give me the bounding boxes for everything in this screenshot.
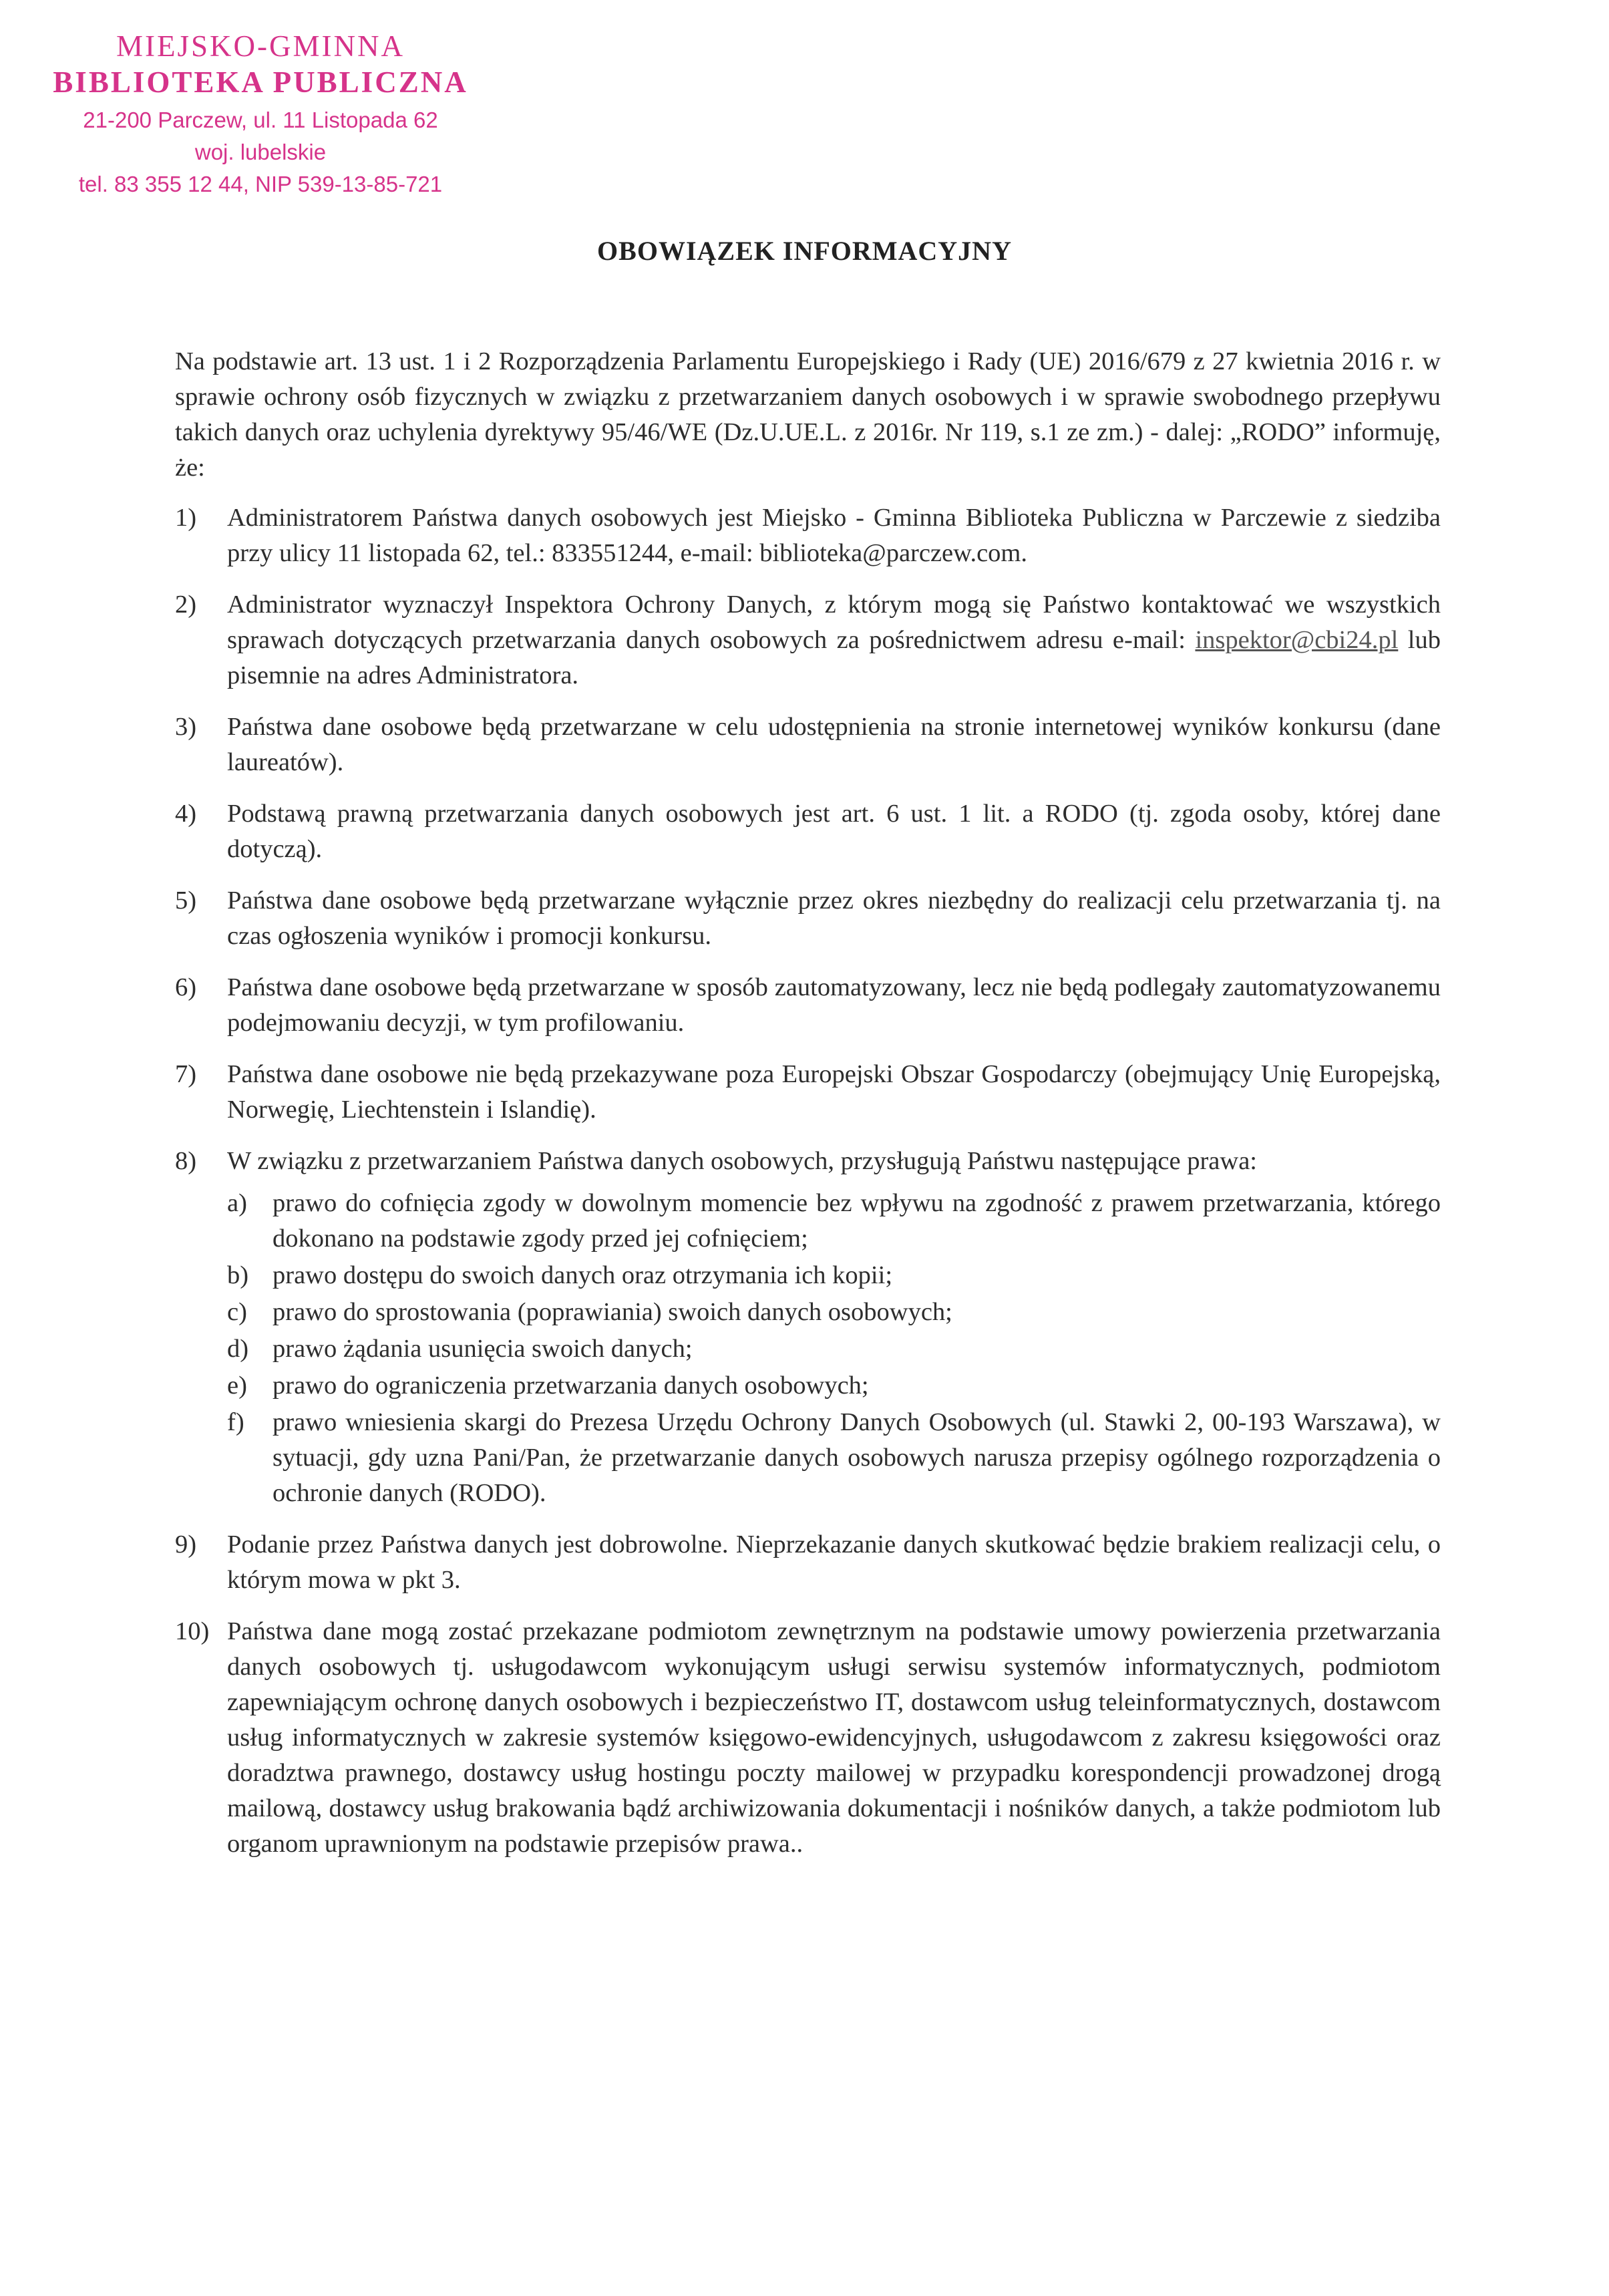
stamp-address: 21-200 Parczew, ul. 11 Listopada 62 — [83, 108, 438, 132]
clause-text: Administratorem Państwa danych osobowych jest Miejsko - Gminna Biblioteka Publiczna w Parczewie z siedziba przy ulicy 11 listopada 62, tel.: 833551244, e-mail: biblioteka@parczew.com. — [227, 504, 1441, 567]
clause-number: 3) — [175, 713, 197, 741]
right-letter: c) — [227, 1298, 247, 1326]
right-letter: f) — [227, 1408, 244, 1436]
clause-6 — [175, 970, 1441, 1041]
stamp-line-1: MIEJSKO-GMINNA — [116, 29, 405, 63]
clauses-list — [175, 500, 1441, 1862]
stamp-phone-nip: tel. 83 355 12 44, NIP 539-13-85-721 — [78, 172, 443, 196]
clause-number: 5) — [175, 886, 197, 915]
right-letter: d) — [227, 1335, 249, 1363]
right-item — [227, 1258, 1441, 1293]
stamp-region: woj. lubelskie — [194, 140, 327, 164]
clause-number: 10) — [175, 1617, 210, 1645]
intro-paragraph: Na podstawie art. 13 ust. 1 i 2 Rozporządzenia Parlamentu Europejskiego i Rady (UE) 2016/679 z 27 kwietnia 2016 r. w sprawie ochrony osób fizycznych w związku z przetwarzaniem danych osobowych i w sprawie swobodnego przepływu takich danych oraz uchylenia dyrektywy 95/46/WE (Dz.U.UE.L. z 2016r. Nr 119, s.1 ze zm.) - dalej: „RODO” informuję, że: — [175, 347, 1441, 482]
clause-5 — [175, 883, 1441, 954]
clause-number: 1) — [175, 504, 197, 532]
clause-3 — [175, 709, 1441, 780]
inspector-email-link[interactable]: inspektor@cbi24.pl — [1195, 626, 1399, 654]
clause-text: Państwa dane osobowe będą przetwarzane w celu udostępnienia na stronie internetowej wyników konkursu (dane laureatów). — [227, 713, 1441, 776]
clause-text-end: lub pisemnie na adres Administratora. — [227, 626, 1441, 689]
stamp-line-2: BIBLIOTEKA PUBLICZNA — [53, 65, 468, 99]
clause-text: Podstawą prawną przetwarzania danych osobowych jest art. 6 ust. 1 lit. a RODO (tj. zgoda osoby, której dane dotyczą). — [227, 800, 1441, 863]
clause-7 — [175, 1057, 1441, 1128]
clause-number: 9) — [175, 1530, 197, 1559]
right-item — [227, 1331, 1441, 1367]
clause-text: Państwa dane osobowe będą przetwarzane wyłącznie przez okres niezbędny do realizacji celu przetwarzania tj. na czas ogłoszenia wyników i promocji konkursu. — [227, 886, 1441, 950]
clause-2 — [175, 587, 1441, 693]
clause-8 — [175, 1144, 1441, 1511]
right-item — [227, 1368, 1441, 1404]
right-text: prawo do sprostowania (poprawiania) swoich danych osobowych; — [273, 1298, 952, 1326]
clause-text: W związku z przetwarzaniem Państwa danych osobowych, przysługują Państwu następujące prawa: — [227, 1147, 1257, 1175]
clause-text: Państwa dane osobowe będą przetwarzane w sposób zautomatyzowany, lecz nie będą podlegały zautomatyzowanemu podejmowaniu decyzji, w tym profilowaniu. — [227, 973, 1441, 1037]
clause-text: Państwa dane osobowe nie będą przekazywane poza Europejski Obszar Gospodarczy (obejmujący Unię Europejską, Norwegię, Liechtenstein i Islandię). — [227, 1060, 1441, 1124]
clause-10 — [175, 1614, 1441, 1862]
right-text: prawo do ograniczenia przetwarzania danych osobowych; — [273, 1371, 869, 1400]
rights-list — [227, 1186, 1441, 1511]
clause-number: 8) — [175, 1147, 197, 1175]
right-item — [227, 1295, 1441, 1330]
clause-1 — [175, 500, 1441, 571]
right-text: prawo do cofnięcia zgody w dowolnym momencie bez wpływu na zgodność z prawem przetwarzania, którego dokonano na podstawie zgody przed jej cofnięciem; — [273, 1189, 1441, 1253]
page-title: OBOWIĄZEK INFORMACYJNY — [597, 236, 1012, 266]
right-item — [227, 1405, 1441, 1511]
library-stamp — [47, 28, 474, 200]
right-letter: e) — [227, 1371, 247, 1400]
right-letter: a) — [227, 1189, 247, 1217]
right-text: prawo żądania usunięcia swoich danych; — [273, 1335, 693, 1363]
right-text: prawo wniesienia skargi do Prezesa Urzędu Ochrony Danych Osobowych (ul. Stawki 2, 00-193 Warszawa), w sytuacji, gdy uzna Pani/Pan, że przetwarzanie danych osobowych narusza przepisy ogólnego rozporządzenia o ochronie danych (RODO). — [273, 1408, 1441, 1507]
right-text: prawo dostępu do swoich danych oraz otrzymania ich kopii; — [273, 1261, 893, 1289]
document-body — [175, 344, 1441, 1878]
right-letter: b) — [227, 1261, 249, 1289]
clause-text: Państwa dane mogą zostać przekazane podmiotom zewnętrznym na podstawie umowy powierzenia przetwarzania danych osobowych tj. usługodawcom wykonującym usługi serwisu systemów informatycznych, podmiotom zapewniającym ochronę danych osobowych i bezpieczeństwo IT, dostawcom usług teleinformatycznych, dostawcom usług informatycznych w zakresie systemów księgowo-ewidencyjnych, usługodawcom z zakresu księgowości oraz doradztwa prawnego, dostawcy usług hostingu poczty mailowej w przypadku korespondencji prowadzonej drogą mailową, dostawcy usług brakowania bądź archiwizowania dokumentacji i nośników danych, a także podmiotom lub organom uprawnionym na podstawie przepisów prawa.. — [227, 1617, 1441, 1858]
clause-number: 2) — [175, 591, 197, 619]
clause-4 — [175, 796, 1441, 867]
clause-number: 4) — [175, 800, 197, 828]
right-item — [227, 1186, 1441, 1257]
clause-text: Administrator wyznaczył Inspektora Ochrony Danych, z którym mogą się Państwo kontaktować we wszystkich sprawach dotyczących przetwarzania danych osobowych za pośrednictwem adresu e-mail: — [227, 591, 1441, 654]
clause-number: 7) — [175, 1060, 197, 1088]
clause-9 — [175, 1527, 1441, 1598]
clause-text: Podanie przez Państwa danych jest dobrowolne. Nieprzekazanie danych skutkować będzie brakiem realizacji celu, o którym mowa w pkt 3. — [227, 1530, 1441, 1594]
clause-number: 6) — [175, 973, 197, 1001]
